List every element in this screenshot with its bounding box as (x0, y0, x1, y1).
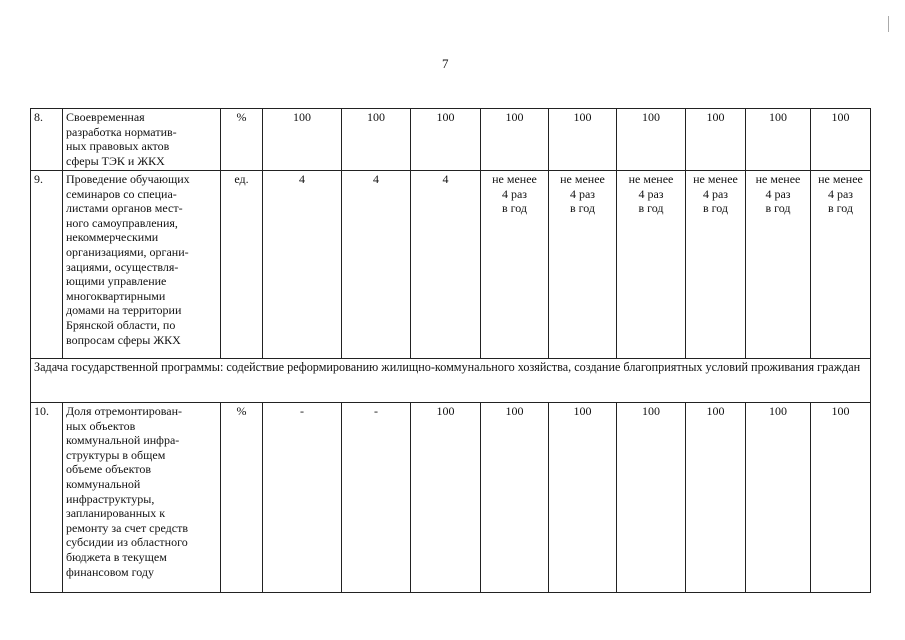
value-cell: 100 (481, 109, 549, 171)
value-cell: 4 (263, 171, 342, 359)
table-row (31, 171, 871, 359)
value-cell: 100 (617, 403, 686, 593)
value-cell: 100 (342, 109, 411, 171)
value-cell: 100 (411, 403, 481, 593)
row-number: 10. (31, 403, 63, 593)
value-cell: 100 (549, 403, 617, 593)
value-cell: 100 (811, 403, 871, 593)
margin-mark (888, 16, 889, 32)
value-cell: 100 (617, 109, 686, 171)
indicator-name: Доля отремонтирован- ных объектов коммунальной инфра- структуры в общем объеме объектов коммунальной инфраструктуры, запланированных к ремонту за счет средств субсидии из областного бюджета в текущем финансовом году (63, 403, 221, 593)
row-number: 8. (31, 109, 63, 171)
value-cell: не менее 4 раз в год (746, 171, 811, 359)
value-cell: не менее 4 раз в год (686, 171, 746, 359)
value-cell: не менее 4 раз в год (811, 171, 871, 359)
program-task-text: Задача государственной программы: содействие реформированию жилищно-коммунального хозяйства, создание благоприятных условий проживания граждан (31, 359, 871, 403)
value-cell: 100 (263, 109, 342, 171)
page-number: 7 (442, 56, 449, 71)
value-cell: 100 (549, 109, 617, 171)
value-cell: 100 (746, 403, 811, 593)
table-row (31, 109, 871, 171)
unit-cell: % (221, 403, 263, 593)
indicator-name: Проведение обучающих семинаров со специа- листами органов мест- ного самоуправления, некоммерческими организациями, органи- зациями, осуществля- ющими управление многоквартирными домами на территории Брянской области, по вопросам сферы ЖКХ (63, 171, 221, 359)
indicators-table (30, 108, 871, 593)
value-cell: - (263, 403, 342, 593)
value-cell: 100 (686, 403, 746, 593)
unit-cell: ед. (221, 171, 263, 359)
value-cell: 100 (811, 109, 871, 171)
value-cell: 100 (686, 109, 746, 171)
value-cell: - (342, 403, 411, 593)
task-row (31, 359, 871, 403)
value-cell: 100 (411, 109, 481, 171)
row-number: 9. (31, 171, 63, 359)
value-cell: 4 (342, 171, 411, 359)
value-cell: 4 (411, 171, 481, 359)
value-cell: 100 (746, 109, 811, 171)
value-cell: не менее 4 раз в год (481, 171, 549, 359)
value-cell: не менее 4 раз в год (617, 171, 686, 359)
value-cell: не менее 4 раз в год (549, 171, 617, 359)
indicator-name: Своевременная разработка норматив- ных правовых актов сферы ТЭК и ЖКХ (63, 109, 221, 171)
unit-cell: % (221, 109, 263, 171)
table-row (31, 403, 871, 593)
value-cell: 100 (481, 403, 549, 593)
